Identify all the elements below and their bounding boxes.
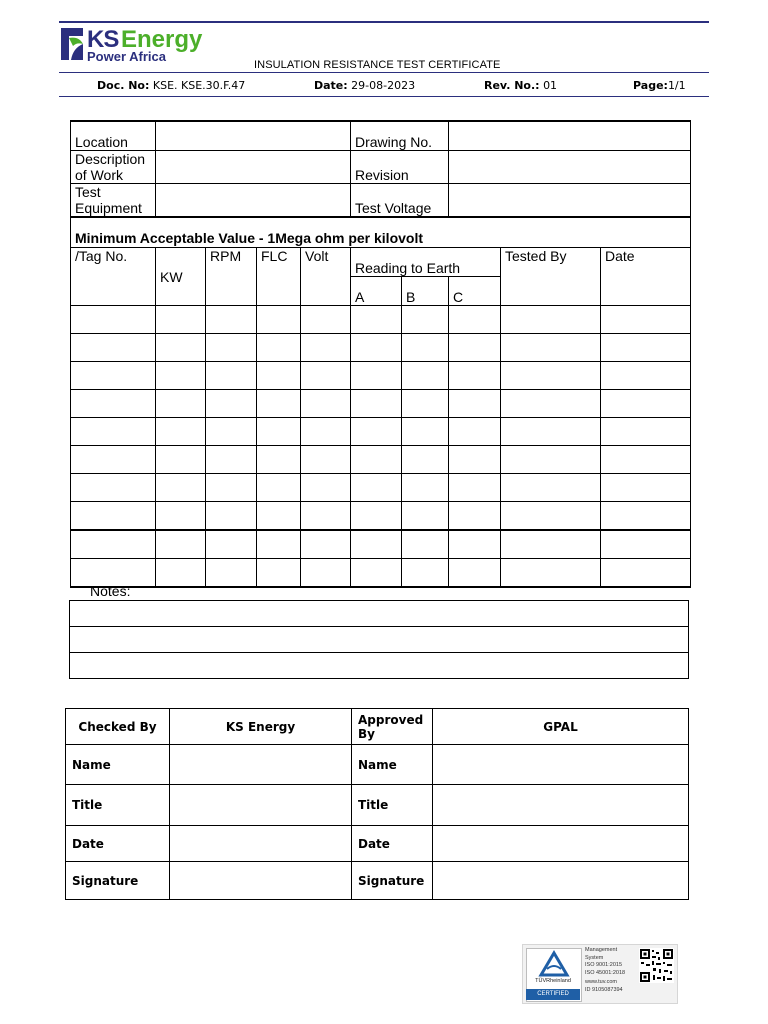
rpm-cell[interactable] [206,362,257,390]
test-voltage-label: Test Voltage [351,184,449,218]
svg-text:Power Africa: Power Africa [87,49,166,64]
tag-no-cell[interactable] [71,474,156,502]
phase-a-header: A [351,277,402,306]
reading-a-cell[interactable] [351,559,402,588]
revision-number: Rev. No.: 01 [484,79,558,92]
test-entry-row [71,446,691,474]
reading-b-cell[interactable] [402,362,449,390]
reading-c-cell[interactable] [449,334,501,362]
rpm-cell[interactable] [206,390,257,418]
rpm-cell[interactable] [206,530,257,559]
doc-number: Doc. No: KSE. KSE.30.F.47 [97,79,246,92]
tested-by-cell[interactable] [501,559,601,588]
tag-no-cell[interactable] [71,334,156,362]
notes-line[interactable] [70,601,689,627]
reading-a-cell[interactable] [351,306,402,334]
svg-text:KS: KS [87,26,119,53]
checker-title-field[interactable] [170,785,352,826]
test-voltage-field[interactable] [449,184,691,218]
date-header: Date [601,248,691,306]
volt-header: Volt [301,248,351,306]
notes-line[interactable] [70,627,689,653]
signoff-table [65,708,689,900]
date-cell[interactable] [601,390,691,418]
tag-no-header: /Tag No. [71,248,156,306]
entry-rows [71,306,691,588]
checker-name-label: Name [66,745,170,785]
kw-cell[interactable] [156,334,206,362]
volt-cell[interactable] [301,418,351,446]
company-logo [59,25,239,65]
date-cell[interactable] [601,502,691,531]
description-of-work-field[interactable] [156,151,351,184]
reading-a-cell[interactable] [351,530,402,559]
reading-c-cell[interactable] [449,446,501,474]
reading-a-cell[interactable] [351,474,402,502]
tested-by-cell[interactable] [501,390,601,418]
tested-by-cell[interactable] [501,530,601,559]
reading-a-cell[interactable] [351,334,402,362]
tuv-brand: TÜVRheinland [535,978,571,984]
volt-cell[interactable] [301,362,351,390]
date-cell[interactable] [601,446,691,474]
volt-cell[interactable] [301,446,351,474]
reading-c-cell[interactable] [449,530,501,559]
reading-b-cell[interactable] [402,530,449,559]
tested-by-cell[interactable] [501,446,601,474]
reading-c-cell[interactable] [449,559,501,588]
flc-cell[interactable] [257,306,301,334]
flc-cell[interactable] [257,334,301,362]
doc-date: Date: 29-08-2023 [314,79,416,92]
rpm-cell[interactable] [206,502,257,531]
tag-no-cell[interactable] [71,390,156,418]
rpm-cell[interactable] [206,474,257,502]
tag-no-cell[interactable] [71,530,156,559]
checker-date-label: Date [66,826,170,862]
reading-b-cell[interactable] [402,306,449,334]
kw-cell[interactable] [156,446,206,474]
reading-a-cell[interactable] [351,418,402,446]
reading-to-earth-header: Reading to Earth [351,248,501,277]
qr-code-icon [639,948,674,983]
tested-by-cell[interactable] [501,502,601,531]
kw-cell[interactable] [156,306,206,334]
checker-name-field[interactable] [170,745,352,785]
phase-b-header: B [402,277,449,306]
reading-b-cell[interactable] [402,418,449,446]
reading-c-cell[interactable] [449,502,501,531]
tested-by-cell[interactable] [501,474,601,502]
approver-date-label: Date [352,826,433,862]
kw-cell[interactable] [156,390,206,418]
gpal-label: GPAL [433,709,689,745]
flc-cell[interactable] [257,474,301,502]
drawing-no-field[interactable] [449,121,691,151]
drawing-no-label: Drawing No. [351,121,449,151]
tag-no-cell[interactable] [71,362,156,390]
location-label: Location [71,121,156,151]
approver-title-label: Title [352,785,433,826]
kw-cell[interactable] [156,559,206,588]
approver-name-label: Name [352,745,433,785]
rpm-header: RPM [206,248,257,306]
approver-signature-field[interactable] [433,862,689,900]
date-cell[interactable] [601,334,691,362]
reading-c-cell[interactable] [449,474,501,502]
rpm-cell[interactable] [206,446,257,474]
reading-b-cell[interactable] [402,559,449,588]
kw-cell[interactable] [156,530,206,559]
rpm-cell[interactable] [206,559,257,588]
volt-cell[interactable] [301,390,351,418]
reading-c-cell[interactable] [449,362,501,390]
reading-a-cell[interactable] [351,446,402,474]
certification-badge [522,944,678,1004]
reading-a-cell[interactable] [351,362,402,390]
certified-label: CERTIFIED [526,989,580,1000]
flc-cell[interactable] [257,362,301,390]
reading-b-cell[interactable] [402,502,449,531]
notes-line[interactable] [70,653,689,679]
tested-by-cell[interactable] [501,418,601,446]
tuv-triangle-icon [527,949,581,979]
ks-energy-label: KS Energy [170,709,352,745]
insulation-test-table [70,120,691,588]
test-entry-row [71,334,691,362]
date-cell[interactable] [601,530,691,559]
approver-signature-label: Signature [352,862,433,900]
date-cell[interactable] [601,306,691,334]
kw-cell[interactable] [156,502,206,531]
test-equipment-label: Test Equipment [71,184,156,218]
kw-cell[interactable] [156,474,206,502]
tested-by-header: Tested By [501,248,601,306]
test-entry-row [71,502,691,531]
kw-header: KW [156,248,206,306]
volt-cell[interactable] [301,559,351,588]
tag-no-cell[interactable] [71,418,156,446]
location-field[interactable] [156,121,351,151]
svg-text:Energy: Energy [121,26,203,53]
notes-table [69,600,689,679]
revision-label: Revision [351,151,449,184]
test-equipment-field[interactable] [156,184,351,218]
test-entry-row [71,530,691,559]
reading-c-cell[interactable] [449,390,501,418]
test-entry-row [71,474,691,502]
date-cell[interactable] [601,362,691,390]
description-of-work-label: Description of Work [71,151,156,184]
test-entry-row [71,418,691,446]
kw-cell[interactable] [156,418,206,446]
approver-name-field[interactable] [433,745,689,785]
date-cell[interactable] [601,474,691,502]
tested-by-cell[interactable] [501,362,601,390]
checker-signature-label: Signature [66,862,170,900]
test-entry-row [71,362,691,390]
reading-c-cell[interactable] [449,418,501,446]
reading-c-cell[interactable] [449,306,501,334]
revision-field[interactable] [449,151,691,184]
page-number: Page:1/1 [633,79,686,92]
checker-date-field[interactable] [170,826,352,862]
tag-no-cell[interactable] [71,446,156,474]
reading-b-cell[interactable] [402,446,449,474]
flc-cell[interactable] [257,502,301,531]
approved-by-label: Approved By [352,709,433,745]
volt-cell[interactable] [301,530,351,559]
test-entry-row [71,390,691,418]
phase-c-header: C [449,277,501,306]
test-entry-row [71,306,691,334]
reading-a-cell[interactable] [351,502,402,531]
reading-b-cell[interactable] [402,474,449,502]
kw-cell[interactable] [156,362,206,390]
volt-cell[interactable] [301,306,351,334]
flc-cell[interactable] [257,390,301,418]
header-top-rule [59,21,709,23]
checker-title-label: Title [66,785,170,826]
flc-cell[interactable] [257,559,301,588]
reading-b-cell[interactable] [402,390,449,418]
tested-by-cell[interactable] [501,334,601,362]
reading-b-cell[interactable] [402,334,449,362]
volt-cell[interactable] [301,502,351,531]
flc-cell[interactable] [257,446,301,474]
volt-cell[interactable] [301,334,351,362]
checker-signature-field[interactable] [170,862,352,900]
minimum-acceptable-value: Minimum Acceptable Value - 1Mega ohm per kilovolt [71,217,691,248]
volt-cell[interactable] [301,474,351,502]
approver-title-field[interactable] [433,785,689,826]
flc-cell[interactable] [257,418,301,446]
meta-top-rule [59,72,709,73]
tested-by-cell[interactable] [501,306,601,334]
meta-bottom-rule [59,96,709,97]
date-cell[interactable] [601,559,691,588]
rpm-cell[interactable] [206,418,257,446]
notes-label: Notes: [90,583,131,599]
document-title: INSULATION RESISTANCE TEST CERTIFICATE [254,59,501,71]
rpm-cell[interactable] [206,334,257,362]
checked-by-label: Checked By [66,709,170,745]
rpm-cell[interactable] [206,306,257,334]
flc-cell[interactable] [257,530,301,559]
tag-no-cell[interactable] [71,306,156,334]
approver-date-field[interactable] [433,826,689,862]
test-entry-row [71,559,691,588]
date-cell[interactable] [601,418,691,446]
flc-header: FLC [257,248,301,306]
certification-details: Management System ISO 9001:2015 ISO 45001:2018 www.tuv.com ID 9105087394 [585,947,626,993]
reading-a-cell[interactable] [351,390,402,418]
tag-no-cell[interactable] [71,502,156,531]
